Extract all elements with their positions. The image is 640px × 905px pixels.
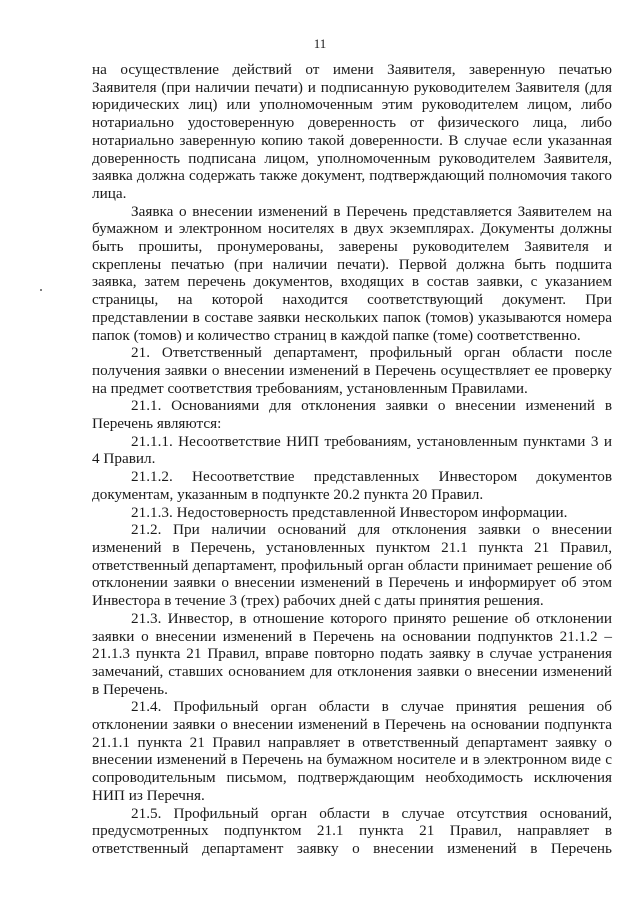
paragraph-3: 21. Ответственный департамент, профильный орган области после получения заявки о внесении изменений в Перечень осуществляет ее проверку на предмет соответствия требованиям, установленным Правилами. [92,344,612,397]
speck-mark [40,289,42,291]
paragraph-11: 21.5. Профильный орган области в случае отсутствия оснований, предусмотренных подпунктом 21.1 пункта 21 Правил, направляет в ответственный департамент заявку о внесении изменений в Перечень [92,804,612,857]
paragraph-10: 21.4. Профильный орган области в случае принятия решения об отклонении заявки о внесении изменений в Перечень на основании подпункта 21.1.1 пункта 21 Правил направляет в ответственный департамент заявку о внесении изменений в Перечень на бумажном носителе и в электронном виде с сопроводительным письмом, подтверждающим необходимость исключения НИП из Перечня. [92,698,612,804]
paragraph-8: 21.2. При наличии оснований для отклонения заявки о внесении изменений в Перечень, установленных пунктом 21.1 пункта 21 Правил, ответственный департамент, профильный орган области принимает решение об отклонении заявки о внесении изменений в Перечень и информирует об этом Инвестора в течение 3 (трех) рабочих дней с даты принятия решения. [92,521,612,610]
paragraph-9: 21.3. Инвестор, в отношение которого принято решение об отклонении заявки о внесении изменений в Перечень на основании подпунктов 21.1.2 – 21.1.3 пункта 21 Правил, вправе повторно подать заявку в случае устранения замечаний, ставших основанием для отклонения заявки о внесении изменений в Перечень. [92,609,612,698]
paragraph-2: Заявка о внесении изменений в Перечень представляется Заявителем на бумажном и электронном носителях в двух экземплярах. Документы должны быть прошиты, пронумерованы, заверены руководителем Заявителя и скреплены печатью (при наличии печати). Первой должна быть подшита заявка, затем перечень документов, входящих в состав заявки, с указанием страницы, на которой находится соответствующий документ. При представлении в составе заявки нескольких папок (томов) указываются номера папок (томов) и количество страниц в каждой папке (томе) соответственно. [92,202,612,344]
paragraph-6: 21.1.2. Несоответствие представленных Инвестором документов документам, указанным в подпункте 20.2 пункта 20 Правил. [92,468,612,503]
paragraph-7: 21.1.3. Недостоверность представленной Инвестором информации. [131,503,568,521]
paragraph-1: на осуществление действий от имени Заявителя, заверенную печатью Заявителя (при наличии печати) и подписанную руководителем Заявителя (для юридических лиц) или уполномоченным этим руководителем лицом, либо нотариально удостоверенную доверенность от физического лица, либо нотариально заверенную копию такой доверенности. В случае если указанная доверенность подписана лицом, уполномоченным руководителем Заявителя, заявка должна содержать также документ, подтверждающий полномочия такого лица. [92,61,612,202]
document-body [92,61,612,858]
page-number: 11 [313,36,327,51]
paragraph-5: 21.1.1. Несоответствие НИП требованиям, установленным пунктами 3 и 4 Правил. [92,432,612,468]
paragraph-4: 21.1. Основаниями для отклонения заявки о внесении изменений в Перечень являются: [92,397,612,433]
